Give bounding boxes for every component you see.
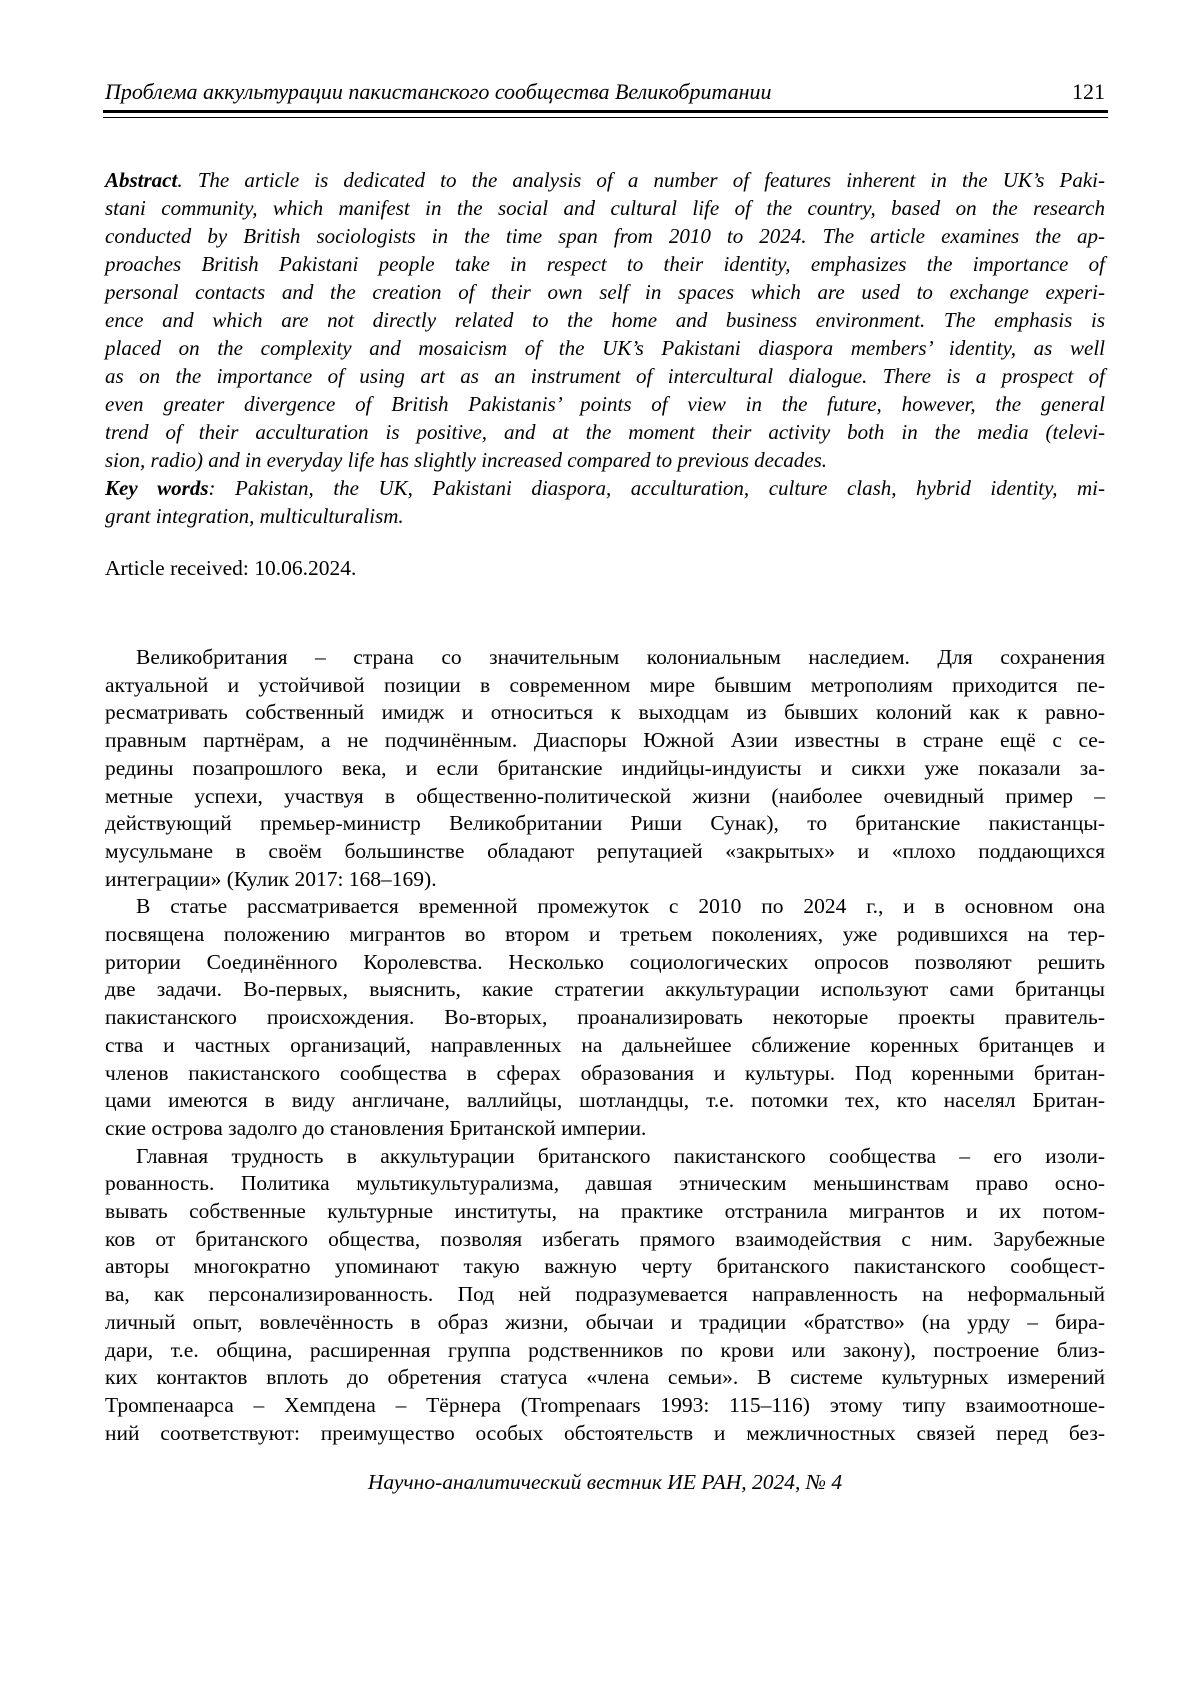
running-title: Проблема аккультурации пакистанского сообщества Великобритании <box>105 79 772 104</box>
text-line: мусульмане в своём большинстве обладают репутацией «закрытых» и «плохо поддающихся <box>105 838 1105 863</box>
text-line: placed on the complexity and mosaicism of the UK’s Pakistani diaspora members’ identity, as well <box>105 336 1105 360</box>
text-line: вывать собственные культурные институты, на практике отстранила мигрантов и их потом- <box>105 1199 1105 1224</box>
text-line: метные успехи, участвуя в общественно-политической жизни (наиболее очевидный пример – <box>105 783 1105 808</box>
header-rule-thick <box>103 110 1108 113</box>
text-line: действующий премьер-министр Великобритании Риши Сунак), то британские пакистанцы- <box>105 811 1105 836</box>
text-line: proaches British Pakistani people take in respect to their identity, emphasizes the importance of <box>105 252 1105 276</box>
text-line: редины позапрошлого века, и если британские индийцы-индуисты и сикхи уже показали за- <box>105 755 1105 780</box>
text-line: дари, т.е. община, расширенная группа родственников по крови или закону), построение близ- <box>105 1337 1105 1362</box>
text-line: посвящена положению мигрантов во втором и третьем поколениях, уже родившихся на тер- <box>105 922 1105 947</box>
text-line: ence and which are not directly related to the home and business environment. The emphasis is <box>105 308 1105 332</box>
text-line: правным партнёрам, а не подчинённым. Диаспоры Южной Азии известны в стране ещё с се- <box>105 728 1105 753</box>
text-line: sion, radio) and in everyday life has slightly increased compared to previous decades. <box>105 448 828 472</box>
text-line: as on the importance of using art as an instrument of intercultural dialogue. There is a prospect of <box>105 364 1105 388</box>
article-body <box>105 644 1105 1447</box>
text-line: Тромпенаарса – Хемпдена – Тёрнера (Trompenaars 1993: 115–116) этому типу взаимоотноше- <box>105 1392 1105 1417</box>
text-line: пакистанского происхождения. Во-вторых, проанализировать некоторые проекты правитель- <box>105 1005 1105 1030</box>
abstract-block <box>105 166 1105 530</box>
text-line: even greater divergence of British Pakistanis’ points of view in the future, however, the general <box>105 392 1105 416</box>
text-line: цами имеются в виду англичане, валлийцы, шотландцы, т.е. потомки тех, кто населял Британ- <box>105 1088 1105 1113</box>
text-line: актуальной и устойчивой позиции в современном мире бывшим метрополиям приходится пе- <box>105 672 1105 697</box>
text-line: ства и частных организаций, направленных на дальнейшее сближение коренных британцев и <box>105 1032 1105 1057</box>
journal-footer-line: Научно-аналитический вестник ИЕ РАН, 2024, № 4 <box>367 1470 843 1494</box>
text-line: Главная трудность в аккультурации британского пакистанского сообщества – его изоли- <box>136 1143 1105 1168</box>
text-line: ва, как персонализированность. Под ней подразумевается направленность на неформальный <box>105 1282 1105 1307</box>
body-paragraph-1 <box>105 644 1105 893</box>
text-line: авторы многократно упоминают такую важную черту британского пакистанского сообщест- <box>105 1254 1105 1279</box>
running-header <box>105 80 1105 104</box>
page-number: 121 <box>1072 79 1105 104</box>
header-rule-thin <box>103 117 1108 118</box>
text-line: ресматривать собственный имидж и относиться к выходцам из бывших колоний как к равно- <box>105 700 1105 725</box>
text-line: интеграции» (Кулик 2017: 168–169). <box>105 866 437 891</box>
text-line: Великобритания – страна со значительным колониальным наследием. Для сохранения <box>136 645 1105 669</box>
text-line: В статье рассматривается временной промежуток с 2010 по 2024 г., и в основном она <box>136 894 1105 919</box>
bold-lead-label: Abstract <box>105 168 178 192</box>
text-line: две задачи. Во-первых, выяснить, какие стратегии аккультурации используют сами британцы <box>105 977 1105 1002</box>
text-line: ские острова задолго до становления Британской империи. <box>105 1115 647 1140</box>
journal-footer <box>105 1470 1105 1495</box>
article-received-line: Article received: 10.06.2024. <box>105 556 357 580</box>
text-line: ритории Соединённого Королевства. Несколько социологических опросов позволяют решить <box>105 949 1105 974</box>
body-paragraph-2 <box>105 893 1105 1142</box>
text-line: grant integration, multiculturalism. <box>105 504 404 528</box>
text-line: Abstract. The article is dedicated to the analysis of a number of features inherent in the UK’s Paki- <box>105 168 1105 192</box>
text-line: ких контактов вплоть до обретения статуса «члена семьи». В системе культурных измерений <box>105 1365 1105 1390</box>
text-line: рованность. Политика мультикультурализма, давшая этническим меньшинствам право осно- <box>105 1171 1105 1196</box>
bold-lead-label: Key words <box>105 476 209 500</box>
text-line: ний соответствуют: преимущество особых обстоятельств и межличностных связей перед без- <box>105 1420 1105 1445</box>
text-line: stani community, which manifest in the social and cultural life of the country, based on the research <box>105 196 1105 220</box>
text-line: conducted by British sociologists in the time span from 2010 to 2024. The article examines the ap- <box>105 224 1105 248</box>
text-line: ков от британского общества, позволяя избегать прямого взаимодействия с ним. Зарубежные <box>105 1226 1105 1251</box>
text-line: personal contacts and the creation of their own self in spaces which are used to exchange experi- <box>105 280 1105 304</box>
body-paragraph-3 <box>105 1143 1105 1448</box>
text-line: личный опыт, вовлечённость в образ жизни, обычаи и традиции «братство» (на урду – бира- <box>105 1309 1105 1334</box>
text-line: trend of their acculturation is positive, and at the moment their activity both in the media (televi- <box>105 420 1105 444</box>
text-line: членов пакистанского сообщества в сферах образования и культуры. Под коренными британ- <box>105 1060 1105 1085</box>
text-line: Key words: Pakistan, the UK, Pakistani diaspora, acculturation, culture clash, hybrid identity, mi- <box>105 476 1105 500</box>
